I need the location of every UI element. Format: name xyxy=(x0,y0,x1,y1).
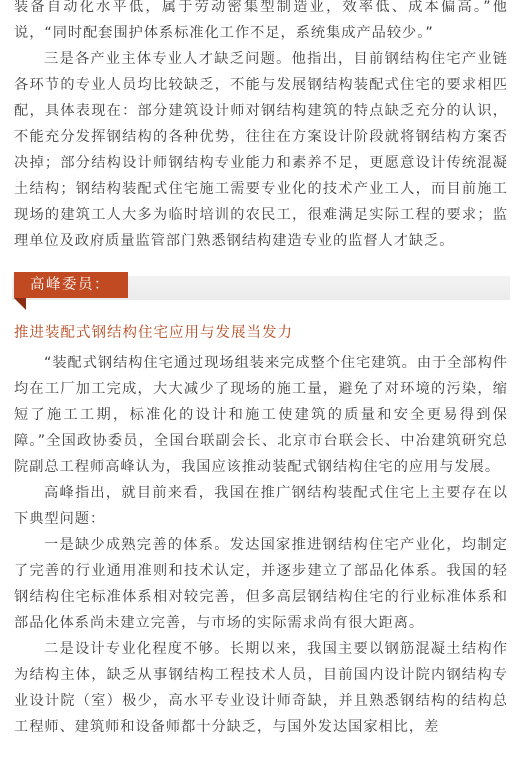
paragraph: 装备自动化水平低，属于劳动密集型制造业，效率低、成本偏高。”他说，“同时配套围护体系标准化工作不足，系统集成产品较少。” xyxy=(14,0,508,41)
section-heading: 推进装配式钢结构住宅应用与发展当发力 xyxy=(14,325,293,341)
paragraph: 高峰指出，就目前来看，我国在推广钢结构装配式住宅上主要存在以下典型问题： xyxy=(14,485,508,527)
paragraph: 一是缺少成熟完善的体系。发达国家推进钢结构住宅产业化，均制定了完善的行业通用准则和技术认定，并逐步建立了部品化体系。我国的轻钢结构住宅标准体系相对较完善，但多高层钢结构住宅的行业标准体系和部品化体系尚未建立完善，与市场的实际需求尚有很大距离。 xyxy=(14,537,508,631)
banner-fold-decoration xyxy=(14,298,26,310)
paragraph: “装配式钢结构住宅通过现场组装来完成整个住宅建筑。由于全部构件均在工厂加工完成，大大减少了现场的施工量，避免了对环境的污染，缩短了施工工期，标准化的设计和施工使建筑的质量和安全更易得到保障。”全国政协委员，全国台联副会长、北京市台联会长、中冶建筑研究总院副总工程师高峰认为，我国应该推动装配式钢结构住宅的应用与发展。 xyxy=(14,355,508,475)
paragraph: 三是各产业主体专业人才缺乏问题。他指出，目前钢结构住宅产业链各环节的专业人员均比较缺乏，不能与发展钢结构装配式住宅的要求相匹配，具体表现在：部分建筑设计师对钢结构建筑的特点缺乏充分的认识，不能充分发挥钢结构的各种优势，往往在方案设计阶段就将钢结构方案否决掉；部分结构设计师钢结构专业能力和素养不足，更愿意设计传统混凝土结构；钢结构装配式住宅施工需要专业化的技术产业工人，而目前施工现场的建筑工人大多为临时培训的农民工，很难满足实际工程的要求；监理单位及政府质量监管部门熟悉钢结构建造专业的监督人才缺乏。 xyxy=(14,51,508,249)
banner-label: 高峰委员： xyxy=(14,272,128,298)
section-banner xyxy=(12,272,522,318)
paragraph: 二是设计专业化程度不够。长期以来，我国主要以钢筋混凝土结构作为结构主体，缺乏从事钢结构工程技术人员，目前国内设计院内钢结构专业设计院（室）极少，高水平专业设计师奇缺，并且熟悉钢结构的结构总工程师、建筑师和设备师都十分缺乏，与国外发达国家相比，差 xyxy=(14,641,508,735)
